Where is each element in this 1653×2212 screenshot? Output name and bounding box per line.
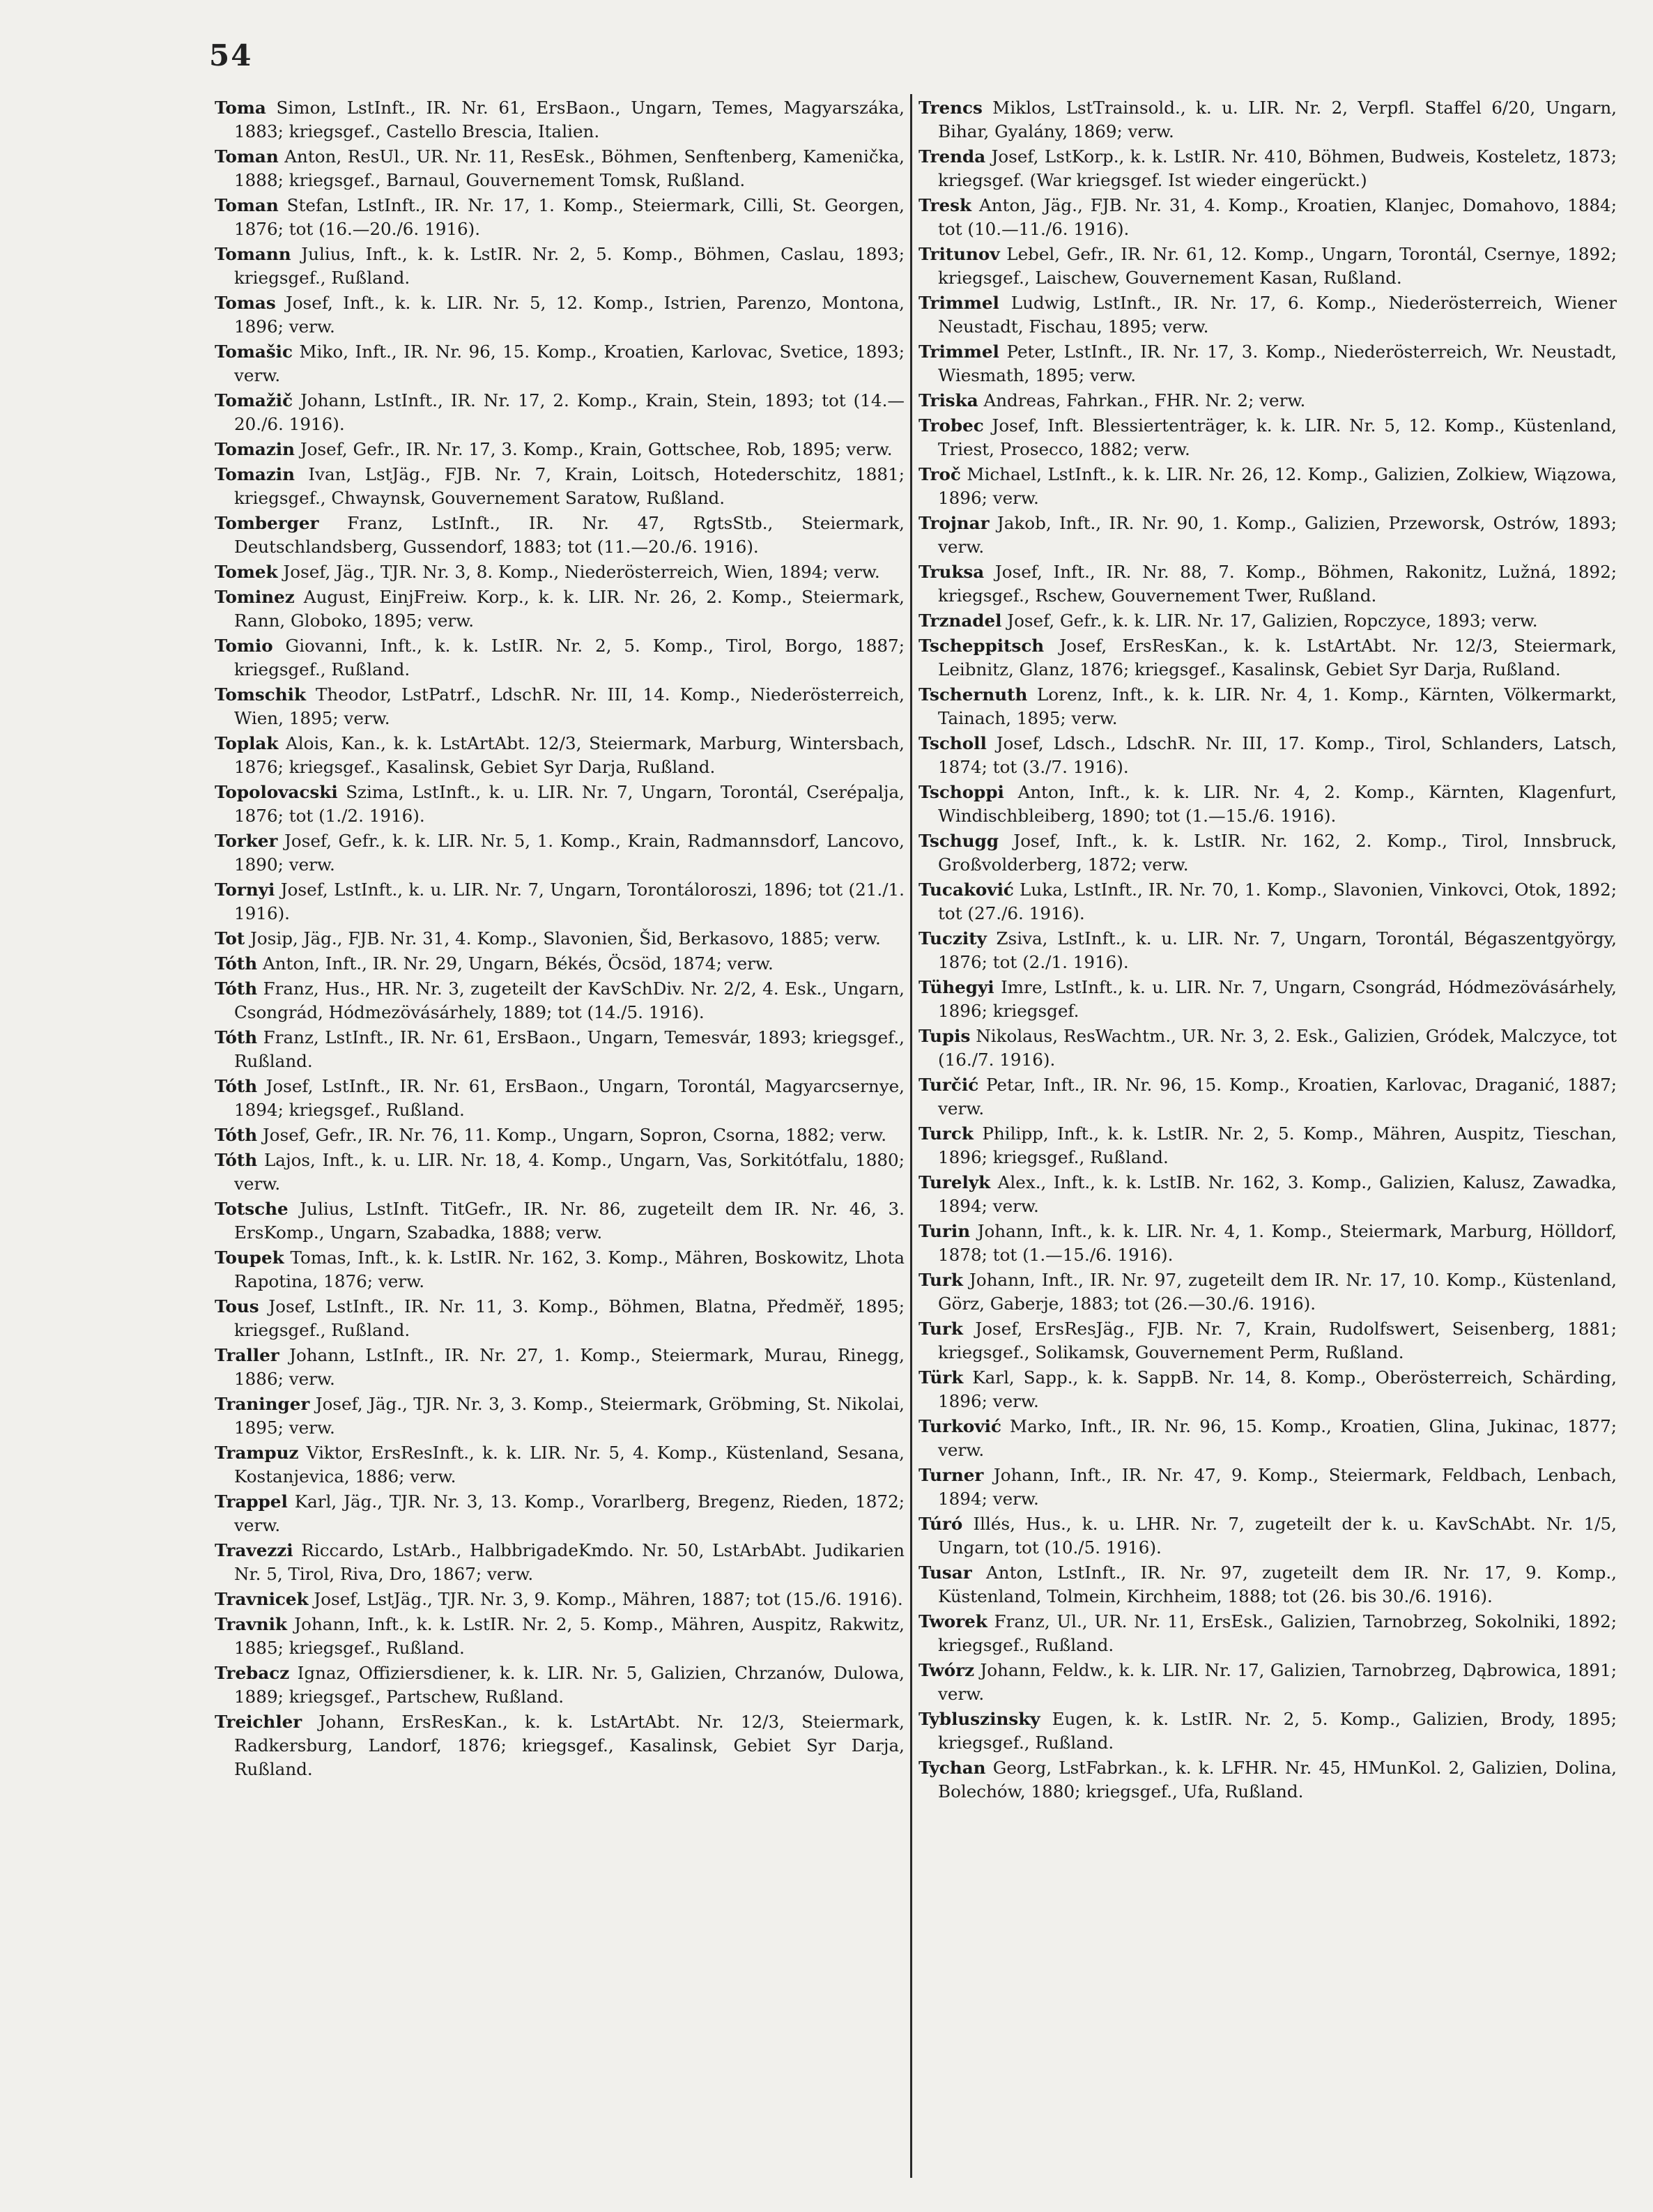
casualty-entry	[918, 512, 1617, 559]
casualty-entry	[918, 1317, 1617, 1365]
entry-details: Petar, Inft., IR. Nr. 96, 15. Komp., Kroatien, Karlovac, Draganić, 1887; verw.	[938, 1075, 1617, 1119]
entry-details: Josef, Inft., k. k. LIR. Nr. 5, 12. Komp., Istrien, Parenzo, Montona, 1896; verw.	[234, 293, 905, 337]
entry-surname: Tühegyi	[918, 977, 994, 997]
page-number: 54	[209, 38, 253, 72]
entry-details: Imre, LstInft., k. u. LIR. Nr. 7, Ungarn, Csongrád, Hódmezövásárhely, 1896; kriegsgef.	[938, 977, 1617, 1021]
entry-details: Viktor, ErsResInft., k. k. LIR. Nr. 5, 4. Komp., Küstenland, Sesana, Kostanjevica, 1886; verw.	[234, 1443, 905, 1487]
entry-details: Ivan, LstJäg., FJB. Nr. 7, Krain, Loitsch, Hotederschitz, 1881; kriegsgef., Chwaynsk, Gouvernement Saratow, Rußland.	[234, 464, 905, 508]
casualty-entry	[215, 438, 905, 461]
casualty-entry	[918, 145, 1617, 192]
casualty-entry	[215, 781, 905, 828]
entry-surname: Turck	[918, 1123, 974, 1144]
casualty-entry	[918, 194, 1617, 241]
casualty-entry	[215, 1123, 905, 1147]
entry-details: Josef, ErsResJäg., FJB. Nr. 7, Krain, Rudolfswert, Seisenberg, 1881; kriegsgef., Solikamsk, Gouvernement Perm, Rußland.	[938, 1319, 1617, 1362]
entry-surname: Tomas	[215, 293, 276, 313]
entry-surname: Tous	[215, 1296, 259, 1316]
entry-details: Johann, Inft., IR. Nr. 97, zugeteilt dem IR. Nr. 17, 10. Komp., Küstenland, Görz, Gaberje, 1883; tot (26.—30./6. 1916).	[938, 1270, 1617, 1314]
entry-surname: Tornyi	[215, 880, 275, 900]
entry-details: Giovanni, Inft., k. k. LstIR. Nr. 2, 5. Komp., Tirol, Borgo, 1887; kriegsgef., Rußland.	[234, 636, 905, 679]
entry-surname: Tscholl	[918, 733, 987, 753]
casualty-entry	[918, 732, 1617, 779]
casualty-entry	[215, 340, 905, 387]
entry-details: Anton, LstInft., IR. Nr. 97, zugeteilt dem IR. Nr. 17, 9. Komp., Küstenland, Tolmein, Kirchheim, 1888; tot (26. bis 30./6. 1916).	[938, 1562, 1617, 1606]
casualty-entry	[918, 1659, 1617, 1706]
entry-details: Lorenz, Inft., k. k. LIR. Nr. 4, 1. Komp., Kärnten, Völkermarkt, Tainach, 1895; verw.	[938, 684, 1617, 728]
casualty-entry	[215, 243, 905, 290]
casualty-entry	[215, 1441, 905, 1489]
entry-details: Alois, Kan., k. k. LstArtAbt. 12/3, Steiermark, Marburg, Wintersbach, 1876; kriegsgef., Kasalinsk, Gebiet Syr Darja, Rußland.	[234, 733, 905, 777]
entry-details: Theodor, LstPatrf., LdschR. Nr. III, 14. Komp., Niederösterreich, Wien, 1895; verw.	[234, 684, 905, 728]
casualty-entry	[215, 1392, 905, 1440]
casualty-entry	[215, 1075, 905, 1122]
casualty-entry	[215, 1026, 905, 1073]
entry-surname: Turković	[918, 1416, 1001, 1436]
entry-surname: Treichler	[215, 1712, 302, 1732]
entry-details: Josef, Jäg., TJR. Nr. 3, 3. Komp., Steiermark, Gröbming, St. Nikolai, 1895; verw.	[234, 1394, 905, 1438]
casualty-entry	[918, 463, 1617, 510]
entry-details: Josef, LstKorp., k. k. LstIR. Nr. 410, Böhmen, Budweis, Kosteletz, 1873; kriegsgef. (War kriegsgef. Ist wieder eingerückt.)	[938, 146, 1617, 190]
entry-surname: Trimmel	[918, 293, 999, 313]
entry-surname: Turner	[918, 1465, 984, 1485]
casualty-entry	[918, 96, 1617, 144]
entry-details: Josef, Jäg., TJR. Nr. 3, 8. Komp., Niederösterreich, Wien, 1894; verw.	[277, 562, 880, 582]
entry-surname: Tresk	[918, 195, 972, 215]
column-divider	[910, 94, 912, 2178]
entry-details: Josef, LstInft., IR. Nr. 61, ErsBaon., Ungarn, Torontál, Magyarcsernye, 1894; kriegsgef., Rußland.	[234, 1076, 905, 1120]
entry-details: Josef, LstInft., IR. Nr. 11, 3. Komp., Böhmen, Blatna, Předměř, 1895; kriegsgef., Rußland.	[234, 1296, 905, 1340]
entry-details: Andreas, Fahrkan., FHR. Nr. 2; verw.	[978, 390, 1306, 410]
entry-details: Ignaz, Offiziersdiener, k. k. LIR. Nr. 5, Galizien, Chrzanów, Dulowa, 1889; kriegsgef., Partschew, Rußland.	[234, 1663, 905, 1707]
entry-surname: Tominez	[215, 587, 295, 607]
entry-surname: Tomek	[215, 562, 278, 582]
entry-surname: Türk	[918, 1367, 964, 1388]
entry-details: Simon, LstInft., IR. Nr. 61, ErsBaon., Ungarn, Temes, Magyarszáka, 1883; kriegsgef., Castello Brescia, Italien.	[234, 98, 905, 141]
casualty-entry	[215, 145, 905, 192]
entry-surname: Toman	[215, 146, 279, 167]
casualty-entry	[215, 1588, 905, 1611]
casualty-entry	[918, 1415, 1617, 1462]
entry-details: Karl, Jäg., TJR. Nr. 3, 13. Komp., Vorarlberg, Bregenz, Rieden, 1872; verw.	[234, 1491, 905, 1535]
entry-details: Philipp, Inft., k. k. LstIR. Nr. 2, 5. Komp., Mähren, Auspitz, Tieschan, 1896; kriegsgef., Rußland.	[938, 1123, 1617, 1167]
entry-surname: Tworek	[918, 1611, 987, 1631]
entry-details: Anton, Inft., IR. Nr. 29, Ungarn, Békés, Öcsöd, 1874; verw.	[257, 953, 774, 974]
entry-details: Franz, LstInft., IR. Nr. 47, RgtsStb., Steiermark, Deutschlandsberg, Gussendorf, 1883; tot (11.—20./6. 1916).	[234, 513, 905, 557]
entry-surname: Tuczity	[918, 928, 987, 948]
entry-details: Johann, Inft., k. k. LIR. Nr. 4, 1. Komp., Steiermark, Marburg, Hölldorf, 1878; tot (1.—15./6. 1916).	[938, 1221, 1617, 1265]
entry-surname: Topolovacski	[215, 782, 338, 802]
entry-details: Julius, Inft., k. k. LstIR. Nr. 2, 5. Komp., Böhmen, Caslau, 1893; kriegsgef., Rußland.	[234, 244, 905, 288]
entry-surname: Trobec	[918, 415, 984, 436]
entry-surname: Trencs	[918, 98, 983, 118]
casualty-entry	[215, 977, 905, 1024]
casualty-entry	[215, 389, 905, 436]
casualty-entry	[918, 1220, 1617, 1267]
entry-details: Johann, Inft., k. k. LstIR. Nr. 2, 5. Komp., Mähren, Auspitz, Rakwitz, 1885; kriegsgef., Rußland.	[234, 1614, 905, 1658]
casualty-entry	[215, 1149, 905, 1196]
entry-surname: Tomažič	[215, 390, 293, 410]
casualty-entry	[215, 1661, 905, 1709]
casualty-entry	[215, 878, 905, 925]
casualty-entry	[215, 732, 905, 779]
entry-surname: Tucaković	[918, 880, 1014, 900]
casualty-entry	[918, 1707, 1617, 1755]
entry-surname: Toplak	[215, 733, 279, 753]
entry-surname: Turk	[918, 1270, 963, 1290]
casualty-entry	[918, 389, 1617, 413]
casualty-entry	[918, 1610, 1617, 1657]
entry-surname: Tybluszinsky	[918, 1709, 1040, 1729]
entry-details: Eugen, k. k. LstIR. Nr. 2, 5. Komp., Galizien, Brody, 1895; kriegsgef., Rußland.	[938, 1709, 1617, 1753]
entry-surname: Trojnar	[918, 513, 990, 533]
casualty-entry	[918, 829, 1617, 877]
entry-details: Anton, Inft., k. k. LIR. Nr. 4, 2. Komp., Kärnten, Klagenfurt, Windischbleiberg, 1890; tot (1.—15./6. 1916).	[938, 782, 1617, 826]
casualty-entry	[918, 878, 1617, 925]
entry-surname: Turelyk	[918, 1172, 991, 1192]
casualty-entry	[918, 340, 1617, 387]
casualty-entry	[918, 781, 1617, 828]
casualty-entry	[215, 683, 905, 730]
entry-surname: Tomazin	[215, 464, 295, 484]
casualty-entry	[215, 1197, 905, 1245]
entry-surname: Tomschik	[215, 684, 306, 705]
entry-surname: Trappel	[215, 1491, 288, 1512]
entry-details: Miklos, LstTrainsold., k. u. LIR. Nr. 2, Verpfl. Staffel 6/20, Ungarn, Bihar, Gyalány, 1869; verw.	[938, 98, 1617, 141]
entry-details: Nikolaus, ResWachtm., UR. Nr. 3, 2. Esk., Galizien, Gródek, Malczyce, tot (16./7. 1916).	[938, 1026, 1617, 1070]
casualty-entry	[918, 1464, 1617, 1511]
casualty-entry	[215, 1490, 905, 1537]
entry-surname: Tscheppitsch	[918, 636, 1045, 656]
entry-details: Josef, Inft., k. k. LstIR. Nr. 162, 2. Komp., Tirol, Innsbruck, Großvolderberg, 1872; verw.	[938, 831, 1617, 875]
entry-surname: Tschugg	[918, 831, 999, 851]
entry-surname: Tupis	[918, 1026, 971, 1046]
entry-surname: Truksa	[918, 562, 985, 582]
entry-details: Johann, Feldw., k. k. LIR. Nr. 17, Galizien, Tarnobrzeg, Dąbrowica, 1891; verw.	[938, 1660, 1617, 1704]
casualty-entry	[215, 1710, 905, 1781]
entry-surname: Tóth	[215, 953, 258, 974]
casualty-entry	[215, 560, 905, 584]
casualty-entry	[918, 560, 1617, 608]
entry-surname: Tychan	[918, 1758, 986, 1778]
casualty-entry	[918, 927, 1617, 974]
entry-details: Jakob, Inft., IR. Nr. 90, 1. Komp., Galizien, Przeworsk, Ostrów, 1893; verw.	[938, 513, 1617, 557]
casualty-entry	[215, 1295, 905, 1342]
entry-surname: Tomberger	[215, 513, 319, 533]
entry-surname: Toman	[215, 195, 279, 215]
entry-details: Josef, Inft., IR. Nr. 88, 7. Komp., Böhmen, Rakonitz, Lužná, 1892; kriegsgef., Rschew, Gouvernement Twer, Rußland.	[938, 562, 1617, 606]
entry-details: Riccardo, LstArb., HalbbrigadeKmdo. Nr. 50, LstArbAbt. Judikarien Nr. 5, Tirol, Riva, Dro, 1867; verw.	[234, 1540, 905, 1584]
entry-surname: Tóth	[215, 978, 258, 999]
casualty-entry	[918, 1073, 1617, 1121]
entry-details: Josef, Ldsch., LdschR. Nr. III, 17. Komp., Tirol, Schlanders, Latsch, 1874; tot (3./7. 1916).	[938, 733, 1617, 777]
casualty-entry	[215, 829, 905, 877]
entry-details: Zsiva, LstInft., k. u. LIR. Nr. 7, Ungarn, Torontál, Bégaszentgyörgy, 1876; tot (2./1. 1916).	[938, 928, 1617, 972]
entry-details: Josef, Gefr., IR. Nr. 17, 3. Komp., Krain, Gottschee, Rob, 1895; verw.	[295, 439, 893, 459]
entry-surname: Toupek	[215, 1247, 284, 1268]
entry-surname: Traller	[215, 1345, 279, 1365]
entry-details: Marko, Inft., IR. Nr. 96, 15. Komp., Kroatien, Glina, Jukinac, 1877; verw.	[938, 1416, 1617, 1460]
entry-surname: Tot	[215, 928, 245, 948]
entry-surname: Turin	[918, 1221, 971, 1241]
casualty-entry	[918, 243, 1617, 290]
casualty-entry	[918, 414, 1617, 461]
entry-surname: Traninger	[215, 1394, 310, 1414]
entry-surname: Travnicek	[215, 1589, 309, 1609]
entry-details: Anton, ResUl., UR. Nr. 11, ResEsk., Böhmen, Senftenberg, Kamenička, 1888; kriegsgef., Barnaul, Gouvernement Tomsk, Rußland.	[234, 146, 905, 190]
casualty-entry	[918, 1561, 1617, 1608]
entry-details: Franz, Hus., HR. Nr. 3, zugeteilt der KavSchDiv. Nr. 2/2, 4. Esk., Ungarn, Csongrád, Hódmezövásárhely, 1889; tot (14./5. 1916).	[234, 978, 905, 1022]
casualty-entry	[215, 1613, 905, 1660]
casualty-entry	[215, 463, 905, 510]
casualty-entry	[215, 1246, 905, 1293]
entry-details: Josef, Gefr., k. k. LIR. Nr. 17, Galizien, Ropczyce, 1893; verw.	[1001, 610, 1538, 631]
entry-details: Illés, Hus., k. u. LHR. Nr. 7, zugeteilt der k. u. KavSchAbt. Nr. 1/5, Ungarn, tot (10./5. 1916).	[938, 1514, 1617, 1558]
entry-surname: Tóth	[215, 1125, 258, 1145]
entry-surname: Trampuz	[215, 1443, 299, 1463]
entry-surname: Twórz	[918, 1660, 975, 1680]
casualty-entry	[918, 634, 1617, 682]
casualty-entry	[918, 683, 1617, 730]
casualty-entry	[215, 927, 905, 951]
entry-surname: Travnik	[215, 1614, 287, 1634]
entry-surname: Trenda	[918, 146, 986, 167]
entry-details: Anton, Jäg., FJB. Nr. 31, 4. Komp., Kroatien, Klanjec, Domahovo, 1884; tot (10.—11./6. 1916).	[938, 195, 1617, 239]
entry-details: Stefan, LstInft., IR. Nr. 17, 1. Komp., Steiermark, Cilli, St. Georgen, 1876; tot (16.—20./6. 1916).	[234, 195, 905, 239]
entry-details: Miko, Inft., IR. Nr. 96, 15. Komp., Kroatien, Karlovac, Svetice, 1893; verw.	[234, 341, 905, 385]
casualty-entry	[215, 96, 905, 144]
entry-details: August, EinjFreiw. Korp., k. k. LIR. Nr. 26, 2. Komp., Steiermark, Rann, Globoko, 1895; verw.	[234, 587, 905, 631]
entry-surname: Trimmel	[918, 341, 999, 362]
entry-surname: Tritunov	[918, 244, 1000, 264]
entry-details: Josef, Inft. Blessiertenträger, k. k. LIR. Nr. 5, 12. Komp., Küstenland, Triest, Prosecco, 1882; verw.	[938, 415, 1617, 459]
entry-details: Josef, LstInft., k. u. LIR. Nr. 7, Ungarn, Torontáloroszi, 1896; tot (21./1. 1916).	[234, 880, 905, 923]
entry-details: Josef, LstJäg., TJR. Nr. 3, 9. Komp., Mähren, 1887; tot (15./6. 1916).	[308, 1589, 903, 1609]
entry-details: Josef, Gefr., IR. Nr. 76, 11. Komp., Ungarn, Sopron, Csorna, 1882; verw.	[257, 1125, 887, 1145]
entry-surname: Turk	[918, 1319, 963, 1339]
right-column	[918, 96, 1617, 2180]
entry-surname: Turčić	[918, 1075, 979, 1095]
entry-surname: Tschernuth	[918, 684, 1028, 705]
entry-details: Johann, ErsResKan., k. k. LstArtAbt. Nr. 12/3, Steiermark, Radkersburg, Landorf, 1876; kriegsgef., Kasalinsk, Gebiet Syr Darja, Rußland.	[234, 1712, 905, 1779]
entry-details: Lebel, Gefr., IR. Nr. 61, 12. Komp., Ungarn, Torontál, Csernye, 1892; kriegsgef., Laischew, Gouvernement Kasan, Rußland.	[938, 244, 1617, 288]
entry-surname: Tóth	[215, 1027, 258, 1047]
casualty-entry	[215, 194, 905, 241]
entry-surname: Tomio	[215, 636, 273, 656]
casualty-entry	[215, 634, 905, 682]
casualty-entry	[215, 1344, 905, 1391]
entry-surname: Tomann	[215, 244, 291, 264]
casualty-entry	[918, 1122, 1617, 1169]
entry-surname: Triska	[918, 390, 978, 410]
entry-surname: Trebacz	[215, 1663, 290, 1683]
entry-details: Josef, Gefr., k. k. LIR. Nr. 5, 1. Komp., Krain, Radmannsdorf, Lancovo, 1890; verw.	[234, 831, 905, 875]
entry-details: Szima, LstInft., k. u. LIR. Nr. 7, Ungarn, Torontál, Cserépalja, 1876; tot (1./2. 1916).	[234, 782, 905, 826]
casualty-entry	[918, 609, 1617, 633]
entry-details: Karl, Sapp., k. k. SappB. Nr. 14, 8. Komp., Oberösterreich, Schärding, 1896; verw.	[938, 1367, 1617, 1411]
casualty-entry	[918, 1366, 1617, 1413]
entry-surname: Toma	[215, 98, 266, 118]
entry-details: Josef, ErsResKan., k. k. LstArtAbt. Nr. 12/3, Steiermark, Leibnitz, Glanz, 1876; kriegsgef., Kasalinsk, Gebiet Syr Darja, Rußland.	[938, 636, 1617, 679]
casualty-entry	[918, 1171, 1617, 1218]
casualty-entry	[215, 512, 905, 559]
casualty-entry	[215, 291, 905, 339]
entry-details: Franz, Ul., UR. Nr. 11, ErsEsk., Galizien, Tarnobrzeg, Sokolniki, 1892; kriegsgef., Rußland.	[938, 1611, 1617, 1655]
entry-surname: Tomazin	[215, 439, 295, 459]
entry-details: Michael, LstInft., k. k. LIR. Nr. 26, 12. Komp., Galizien, Zolkiew, Wiązowa, 1896; verw.	[938, 464, 1617, 508]
casualty-entry	[918, 1512, 1617, 1560]
entry-surname: Troč	[918, 464, 961, 484]
entry-surname: Travezzi	[215, 1540, 293, 1560]
entry-surname: Tusar	[918, 1562, 972, 1583]
entry-details: Julius, LstInft. TitGefr., IR. Nr. 86, zugeteilt dem IR. Nr. 46, 3. ErsKomp., Ungarn, Szabadka, 1888; verw.	[234, 1199, 905, 1243]
entry-details: Johann, LstInft., IR. Nr. 17, 2. Komp., Krain, Stein, 1893; tot (14.—20./6. 1916).	[234, 390, 905, 434]
entry-surname: Tschoppi	[918, 782, 1004, 802]
entry-surname: Tomašic	[215, 341, 293, 362]
entry-details: Franz, LstInft., IR. Nr. 61, ErsBaon., Ungarn, Temesvár, 1893; kriegsgef., Rußland.	[234, 1027, 905, 1071]
entry-surname: Totsche	[215, 1199, 289, 1219]
entry-details: Johann, LstInft., IR. Nr. 27, 1. Komp., Steiermark, Murau, Rinegg, 1886; verw.	[234, 1345, 905, 1389]
casualty-entry	[215, 952, 905, 976]
casualty-entry	[918, 291, 1617, 339]
casualty-entry	[215, 1539, 905, 1586]
entry-surname: Trznadel	[918, 610, 1002, 631]
entry-details: Ludwig, LstInft., IR. Nr. 17, 6. Komp., Niederösterreich, Wiener Neustadt, Fischau, 1895; verw.	[938, 293, 1617, 337]
entry-details: Alex., Inft., k. k. LstIB. Nr. 162, 3. Komp., Galizien, Kalusz, Zawadka, 1894; verw.	[938, 1172, 1617, 1216]
entry-details: Josip, Jäg., FJB. Nr. 31, 4. Komp., Slavonien, Šid, Berkasovo, 1885; verw.	[245, 928, 881, 948]
entry-details: Peter, LstInft., IR. Nr. 17, 3. Komp., Niederösterreich, Wr. Neustadt, Wiesmath, 1895; verw.	[938, 341, 1617, 385]
entry-details: Johann, Inft., IR. Nr. 47, 9. Komp., Steiermark, Feldbach, Lenbach, 1894; verw.	[938, 1465, 1617, 1509]
casualty-entry	[215, 585, 905, 633]
entry-details: Lajos, Inft., k. u. LIR. Nr. 18, 4. Komp., Ungarn, Vas, Sorkitótfalu, 1880; verw.	[234, 1150, 905, 1194]
casualty-entry	[918, 1024, 1617, 1072]
entry-details: Georg, LstFabrkan., k. k. LFHR. Nr. 45, HMunKol. 2, Galizien, Dolina, Bolechów, 1880; kriegsgef., Ufa, Rußland.	[938, 1758, 1617, 1802]
entry-details: Tomas, Inft., k. k. LstIR. Nr. 162, 3. Komp., Mähren, Boskowitz, Lhota Rapotina, 1876; verw.	[234, 1247, 905, 1291]
casualty-entry	[918, 1756, 1617, 1804]
entry-surname: Tóth	[215, 1150, 258, 1170]
casualty-entry	[918, 976, 1617, 1023]
entry-surname: Torker	[215, 831, 278, 851]
left-column	[215, 96, 905, 2180]
entry-surname: Tóth	[215, 1076, 258, 1096]
casualty-entry	[918, 1268, 1617, 1316]
entry-surname: Túró	[918, 1514, 963, 1534]
entry-details: Luka, LstInft., IR. Nr. 70, 1. Komp., Slavonien, Vinkovci, Otok, 1892; tot (27./6. 1916).	[938, 880, 1617, 923]
